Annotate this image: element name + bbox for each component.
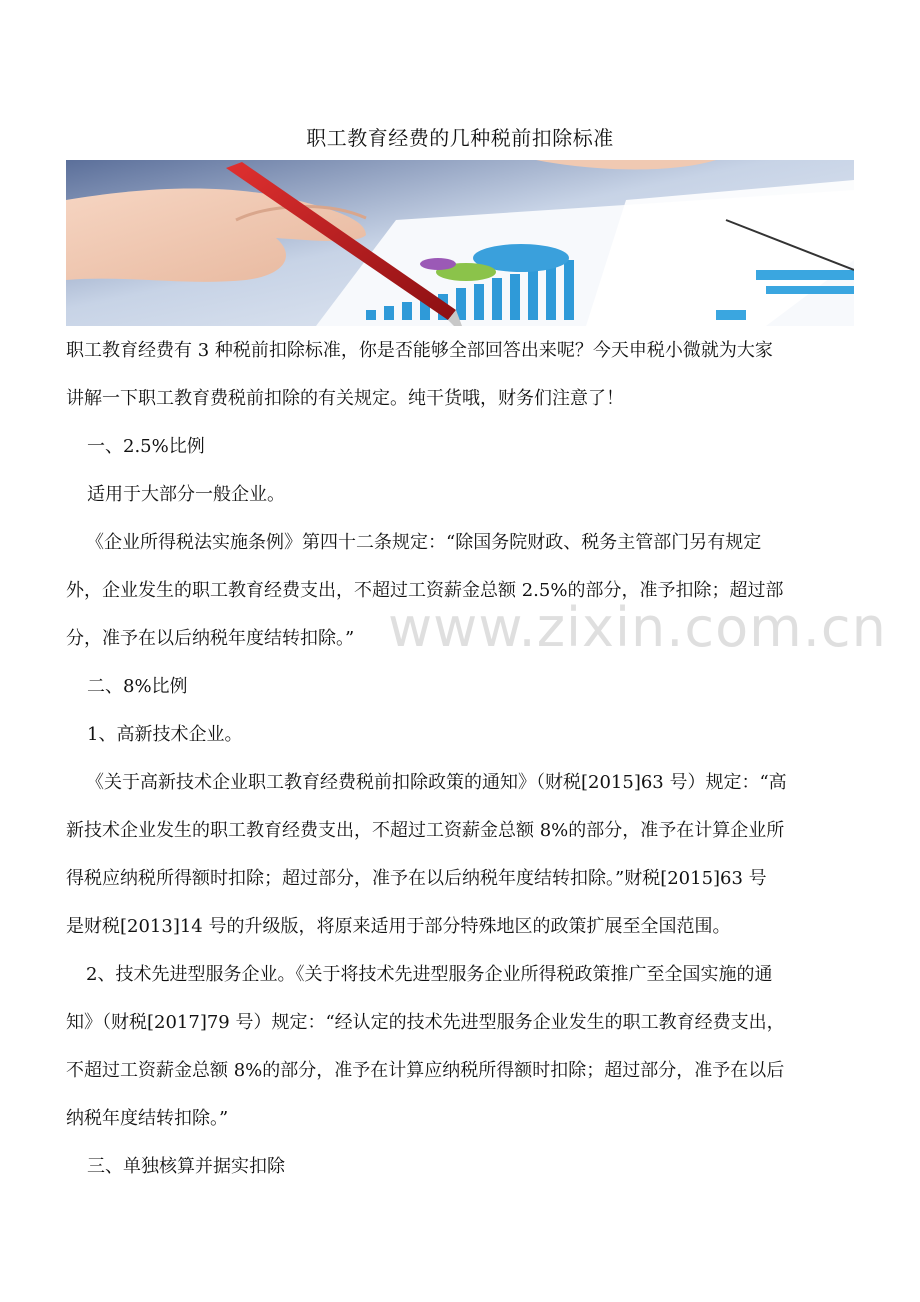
section-heading-3: 三、单独核算并据实扣除 xyxy=(87,1156,285,1177)
text-line: 新技术企业发生的职工教育经费支出，不超过工资薪金总额 8%的部分，准予在计算企业所 xyxy=(66,820,785,841)
text-line: 是财税[2013]14 号的升级版，将原来适用于部分特殊地区的政策扩展至全国范围。 xyxy=(66,916,731,937)
subheading-high-tech: 1、高新技术企业。 xyxy=(87,724,243,745)
text-line: 不超过工资薪金总额 8%的部分，准予在计算应纳税所得额时扣除；超过部分，准予在以后 xyxy=(66,1060,785,1081)
text-line: 纳税年度结转扣除。” xyxy=(66,1108,229,1129)
text-line: 《企业所得税法实施条例》第四十二条规定：“除国务院财政、税务主管部门另有规定 xyxy=(86,532,762,553)
text-line: 《关于高新技术企业职工教育经费税前扣除政策的通知》（财税[2015]63 号）规定：“高 xyxy=(86,772,787,793)
section-heading-2: 二、8%比例 xyxy=(87,676,188,697)
paragraph: 适用于大部分一般企业。 xyxy=(87,484,285,505)
paragraph-regulation-42 xyxy=(66,519,856,663)
text-line: 知》（财税[2017]79 号）规定：“经认定的技术先进型服务企业发生的职工教育经费支出， xyxy=(66,1012,785,1033)
paragraph-intro xyxy=(66,327,856,423)
banner-image xyxy=(66,160,854,326)
text-line: 讲解一下职工教育费税前扣除的有关规定。纯干货哦，财务们注意了！ xyxy=(66,388,624,409)
document-title: 职工教育经费的几种税前扣除标准 xyxy=(306,126,614,150)
watermark: www.zixin.com.cn xyxy=(388,596,887,659)
text-line: 2、技术先进型服务企业。《关于将技术先进型服务企业所得税政策推广至全国实施的通 xyxy=(86,964,773,985)
section-heading-1: 一、2.5%比例 xyxy=(87,436,205,457)
paragraph-high-tech xyxy=(66,759,856,951)
text-line: 得税应纳税所得额时扣除；超过部分，准予在以后纳税年度结转扣除。”财税[2015]63 号 xyxy=(66,868,767,889)
paragraph-advanced-service xyxy=(66,951,856,1143)
text-line: 职工教育经费有 3 种税前扣除标准，你是否能够全部回答出来呢？今天申税小微就为大家 xyxy=(66,340,773,361)
text-line: 外，企业发生的职工教育经费支出，不超过工资薪金总额 2.5%的部分，准予扣除；超过部 xyxy=(66,580,784,601)
financial-chart-photo-icon xyxy=(66,160,854,326)
text-line: 分，准予在以后纳税年度结转扣除。” xyxy=(66,628,355,649)
